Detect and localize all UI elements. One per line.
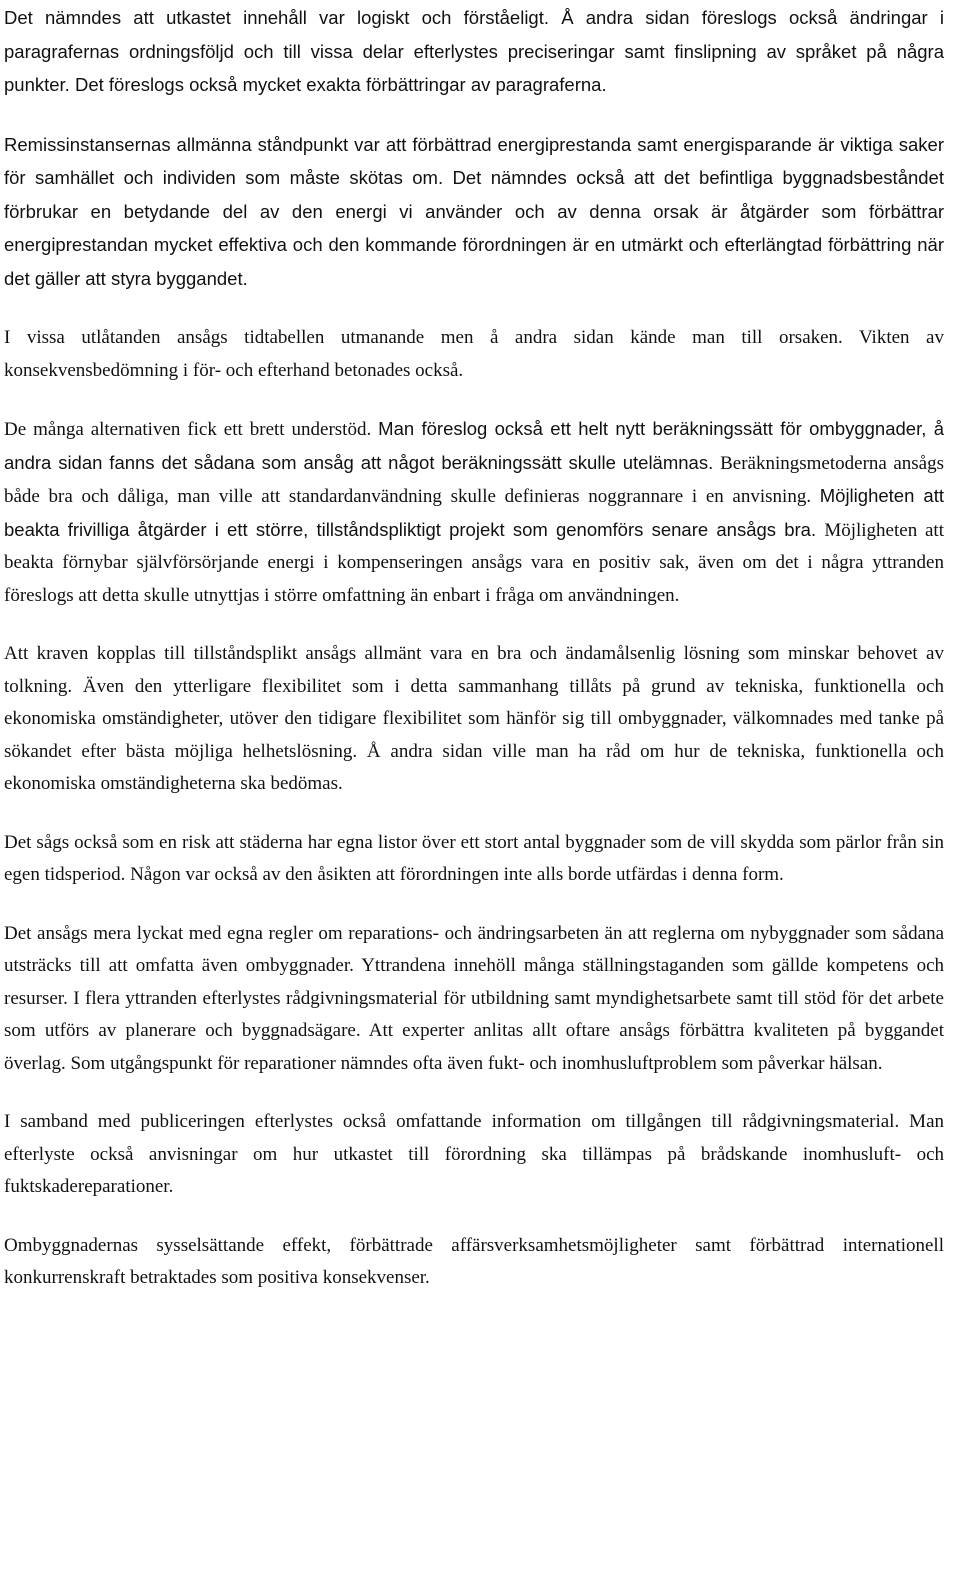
paragraph-6 [4,827,944,892]
paragraph-text: Det nämndes att utkastet innehåll var logiskt och förståeligt. Å andra sidan föreslogs också ändringar i paragrafernas ordningsföljd och till vissa delar efterlystes preciseringar samt finslipning av språket på några punkter. Det föreslogs också mycket exakta förbättringar av paragraferna. [4,7,944,95]
paragraph-text: Beräkningsmetoderna ansågs både bra och dåliga, man ville att standardanvändning skulle definieras noggrannare i en anvisning. [4,452,944,507]
paragraph-text: I samband med publiceringen efterlystes också omfattande information om tillgången till rådgivningsmaterial. Man efterlyste också anvisningar om hur utkastet till förordning ska tillämpas på brådskande inomhusluft- och fuktskadereparationer. [4,1111,944,1197]
paragraph-1 [4,2,944,103]
paragraph-text: Ombyggnadernas sysselsättande effekt, förbättrade affärsverksamhetsmöjligheter samt förbättrad internationell konkurrenskraft betraktades som positiva konsekvenser. [4,1234,944,1288]
paragraph-text: Att kraven kopplas till tillståndsplikt ansågs allmänt vara en bra och ändamålsenlig lösning som minskar behovet av tolkning. Även den ytterligare flexibilitet som i detta sammanhang tillåts på grund av tekniska, funktionella och ekonomiska omständigheter, utöver den tidigare flexibilitet som hänför sig till ombyggnader, välkomnades med tanke på sökandet efter bästa möjliga helhetslösning. Å andra sidan ville man ha råd om hur de tekniska, funktionella och ekonomiska omständigheterna ska bedömas. [4,643,944,794]
paragraph-4 [4,413,944,612]
paragraph-text: Det sågs också som en risk att städerna har egna listor över ett stort antal byggnader som de vill skydda som pärlor från sin egen tidsperiod. Någon var också av den åsikten att förordningen inte alls borde utfärdas i denna form. [4,831,944,885]
document-page [4,2,944,1295]
paragraph-7 [4,918,944,1081]
paragraph-text: Det ansågs mera lyckat med egna regler om reparations- och ändringsarbeten än att reglerna om nybyggnader som sådana utsträcks till att omfatta även ombyggnader. Yttrandena innehöll många ställningstaganden som gällde kompetens och resurser. I flera yttranden efterlystes rådgivningsmaterial för utbildning samt myndighetsarbete samt till stöd för det arbete som utförs av planerare och byggnadsägare. Att experter anlitas allt oftare ansågs förbättra kvaliteten på byggandet överlag. Som utgångspunkt för reparationer nämndes ofta även fukt- och inomhusluftproblem som påverkar hälsan. [4,922,944,1074]
paragraph-9 [4,1230,944,1295]
paragraph-2 [4,129,944,297]
paragraph-8 [4,1106,944,1204]
paragraph-text: De många alternativen fick ett brett understöd. [4,419,379,440]
paragraph-text: Möjligheten att beakta förnybar självförsörjande energi i kompenseringen ansågs vara en positiv sak, även om det i några yttranden föreslogs att detta skulle utnyttjas i större omfattning än enbart i fråga om användningen. [4,519,944,606]
paragraph-text: I vissa utlåtanden ansågs tidtabellen utmanande men å andra sidan kände man till orsaken. Vikten av konsekvensbedömning i för- och efterhand betonades också. [4,327,944,381]
paragraph-3 [4,322,944,387]
paragraph-5 [4,638,944,801]
paragraph-text: Remissinstansernas allmänna ståndpunkt var att förbättrad energiprestanda samt energisparande är viktiga saker för samhället och individen som måste skötas om. Det nämndes också att det befintliga byggnadsbeståndet förbrukar en betydande del av den energi vi använder och av denna orsak är åtgärder som förbättrar energiprestandan mycket effektiva och den kommande förordningen är en utmärkt och efterlängtad förbättring när det gäller att styra byggandet. [4,133,944,289]
paragraph-text: Man föreslog också ett helt nytt beräkningssätt för ombyggnader, å andra sidan fanns det sådana som ansåg att något beräkningssätt skulle utelämnas. [4,418,944,473]
paragraph-text: Möjligheten att beakta frivilliga åtgärder i ett större, tillståndspliktigt projekt som genomförs senare ansågs bra. [4,485,944,540]
